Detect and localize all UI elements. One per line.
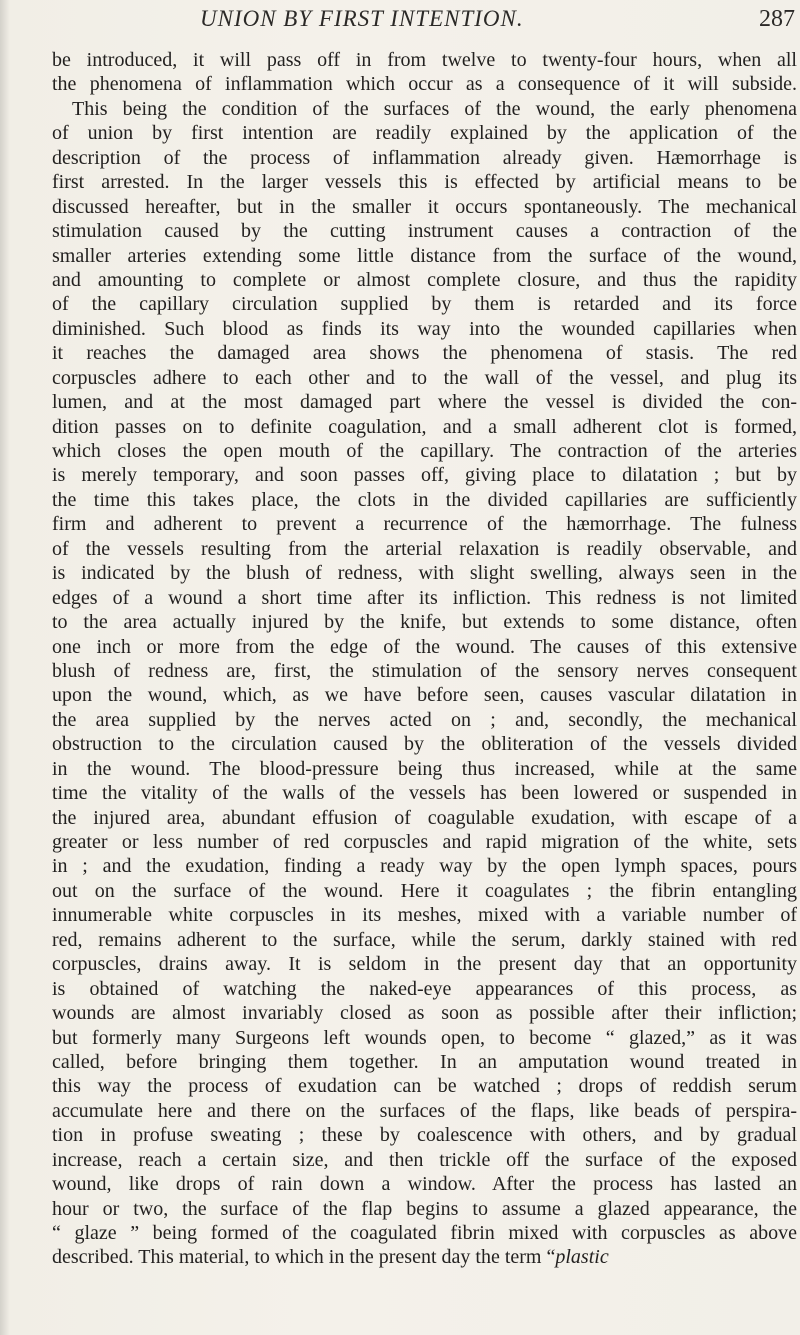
text-line: lumen, and at the most damaged part where the vessel is divided the con- (52, 391, 797, 414)
text-line: “ glaze ” being formed of the coagulated fibrin mixed with corpuscles as above (52, 1222, 797, 1244)
text-line: and amounting to complete or almost complete closure, and thus the rapidity (52, 268, 797, 291)
text-line: called, before bringing them together. In an amputation wound treated in (52, 1050, 797, 1073)
text-line: stimulation caused by the cutting instrument causes a contraction of the (52, 220, 797, 243)
text-line: but formerly many Surgeons left wounds open, to become “ glazed,” as it was (52, 1026, 797, 1049)
text-line: description of the process of inflammation already given. Hæmorrhage is (52, 146, 797, 169)
text-line: is merely temporary, and soon passes off, giving place to dilatation ; but by (52, 464, 797, 487)
text-line: of union by first intention are readily explained by the application of the (52, 122, 797, 145)
text-line: hour or two, the surface of the flap begins to assume a glazed appearance, the (52, 1197, 797, 1220)
text-line: is indicated by the blush of redness, with slight swelling, always seen in the (52, 562, 797, 585)
text-line: increase, reach a certain size, and then trickle off the surface of the exposed (52, 1148, 797, 1171)
text-line: which closes the open mouth of the capillary. The contraction of the arteries (52, 440, 797, 462)
text-line: accumulate here and there on the surfaces of the flaps, like beads of perspira- (52, 1099, 797, 1122)
text-line: greater or less number of red corpuscles and rapid migration of the white, sets (52, 831, 797, 853)
text-line: edges of a wound a short time after its infliction. This redness is not limited (52, 586, 797, 609)
text-line: firm and adherent to prevent a recurrence of the hæmorrhage. The fulness (52, 513, 797, 536)
text-line: diminished. Such blood as finds its way into the wounded capillaries when (52, 317, 797, 340)
text-line: is obtained of watching the naked-eye appearances of this process, as (52, 977, 797, 1000)
text-line: in ; and the exudation, finding a ready way by the open lymph spaces, pours (52, 855, 797, 878)
text-line: one inch or more from the edge of the wound. The causes of this extensive (52, 635, 797, 658)
text-line: it reaches the damaged area shows the phenomena of stasis. The red (52, 342, 797, 365)
text-line: first arrested. In the larger vessels this is effected by artificial means to be (52, 171, 797, 194)
text-line: wound, like drops of rain down a window. After the process has lasted an (52, 1173, 797, 1196)
text-line: time the vitality of the walls of the vessels has been lowered or suspended in (52, 782, 797, 805)
text-line: in the wound. The blood-pressure being thus increased, while at the same (52, 757, 797, 780)
text-line: discussed hereafter, but in the smaller it occurs spontaneously. The mechanical (52, 195, 797, 218)
page-number: 287 (759, 6, 795, 32)
text-line: obstruction to the circulation caused by the obliteration of the vessels divided (52, 733, 797, 756)
text-line: of the capillary circulation supplied by them is retarded and its force (52, 293, 797, 316)
text-line: innumerable white corpuscles in its meshes, mixed with a variable number of (52, 904, 797, 927)
text-line: wounds are almost invariably closed as soon as possible after their infliction; (52, 1002, 797, 1025)
text-line: This being the condition of the surfaces of the wound, the early phenomena (72, 97, 797, 120)
text-line: corpuscles, drains away. It is seldom in the present day that an opportunity (52, 953, 797, 976)
text-line: corpuscles adhere to each other and to the wall of the vessel, and plug its (52, 366, 797, 389)
text-line: red, remains adherent to the surface, while the serum, darkly stained with red (52, 928, 797, 951)
text-line: upon the wound, which, as we have before seen, causes vascular dilatation in (52, 684, 797, 707)
binding-shadow (0, 0, 10, 1335)
text-line: blush of redness are, first, the stimulation of the sensory nerves consequent (52, 659, 797, 682)
text-line: this way the process of exudation can be watched ; drops of reddish serum (52, 1075, 797, 1098)
text-line: to the area actually injured by the knife, but extends to some distance, often (52, 611, 797, 634)
text-line: the injured area, abundant effusion of coagulable exudation, with escape of a (52, 806, 797, 829)
text-line: tion in profuse sweating ; these by coalescence with others, and by gradual (52, 1124, 797, 1147)
text-line: of the vessels resulting from the arterial relaxation is readily observable, and (52, 537, 797, 560)
page-header (90, 6, 795, 46)
text-line-final (52, 1245, 797, 1269)
italic-term: plastic (555, 1246, 609, 1269)
text-line: the phenomena of inflammation which occur as a consequence of it will subside. (52, 73, 797, 96)
running-head: UNION BY FIRST INTENTION. (200, 6, 524, 31)
text-line: be introduced, it will pass off in from twelve to twenty-four hours, when all (52, 49, 797, 71)
text-line: out on the surface of the wound. Here it coagulates ; the fibrin entangling (52, 879, 797, 902)
text-line: dition passes on to definite coagulation, and a small adherent clot is formed, (52, 415, 797, 438)
final-line-text: described. This material, to which in the present day the term “ (52, 1246, 556, 1269)
body-text (52, 48, 797, 1270)
text-line: the time this takes place, the clots in the divided capillaries are sufficiently (52, 488, 797, 511)
text-line: the area supplied by the nerves acted on ; and, secondly, the mechanical (52, 708, 797, 731)
text-line: smaller arteries extending some little distance from the surface of the wound, (52, 244, 797, 267)
